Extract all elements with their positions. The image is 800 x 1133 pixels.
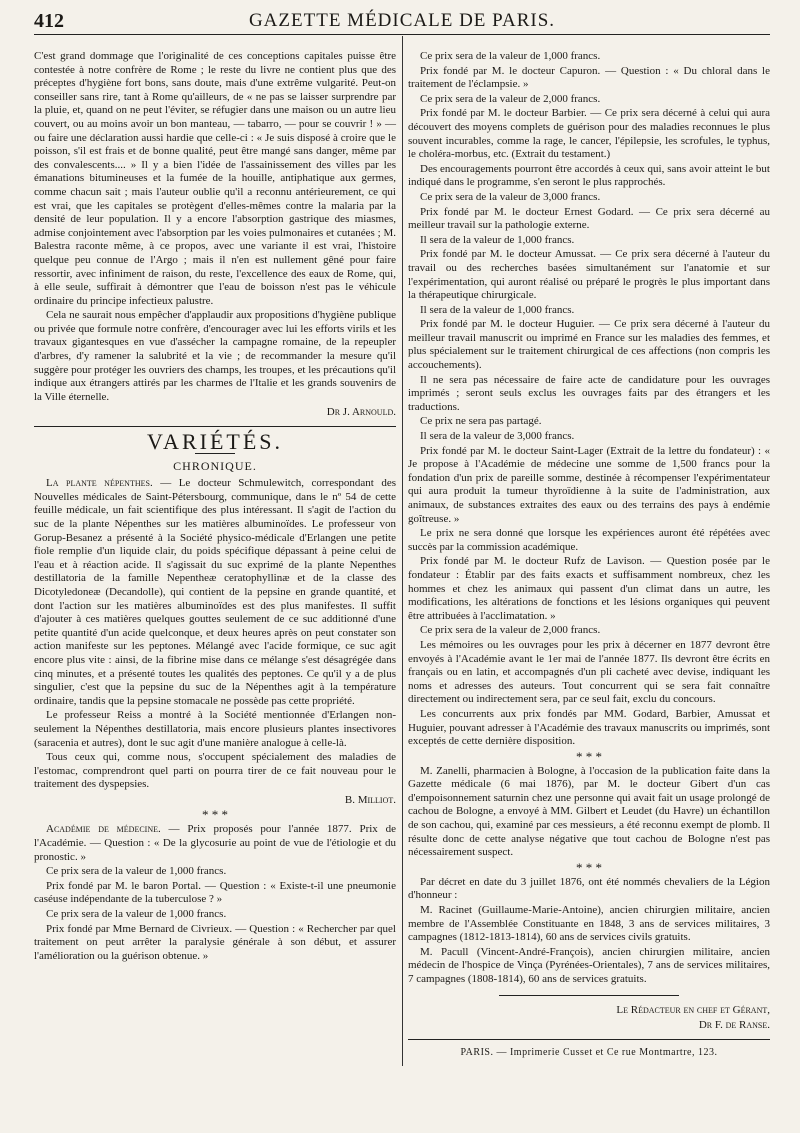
paragraph: Prix fondé par M. le docteur Barbier. — Ce prix sera décerné à celui qui aura découvert des moyens complets de guérison pour des maladies reconnues le plus souvent incurables, comme la rage, le cancer, l'épilepsie, les scrofules, le typhus, le choléra-morbus, etc. (Extrait du testament.) [408, 107, 770, 161]
paragraph: Prix fondé par Mme Bernard de Civrieux. — Question : « Rechercher par quel traitement on peut arrêter la paralysie générale à son début, et assurer l'amélioration ou la guérison obtenue. » [34, 922, 396, 962]
paragraph: Prix fondé par M. le docteur Rufz de Lavison. — Question posée par le fondateur : Établir par des faits exacts et suffisamment nombreux, chez les hommes et chez les animaux qui passent d'un climat dans un autre, les modifications, les altérations de fonctions et les lésions organiques qui peuvent être attribuées à l'acclimatation. » [408, 555, 770, 622]
paragraph: Prix fondé par M. le docteur Amussat. — Ce prix sera décerné à l'auteur du travail ou des recherches basées simultanément sur l'anatomie et sur l'expérimentation, qui auront réalisé ou préparé le progrès le plus important dans la thérapeutique chirurgicale. [408, 248, 770, 302]
paragraph: M. Pacull (Vincent-André-François), ancien chirurgien militaire, ancien médecin de l'hospice de Vinça (Pyrénées-Orientales), 7 ans de services militaires, 7 campagnes (1808-1814), 60 ans de services gratuits. [408, 945, 770, 985]
lead-in: La plante népenthes. [46, 477, 153, 490]
paragraph: Les concurrents aux prix fondés par MM. Godard, Barbier, Amussat et Huguier, pouvant adresser à l'Académie des travaux manuscrits ou imprimés, sont exceptés de cette dernière disposition. [408, 707, 770, 748]
column-divider [402, 36, 403, 1066]
right-column [408, 50, 770, 1059]
paragraph-nepenthes [34, 477, 396, 708]
paragraph: C'est grand dommage que l'originalité de ces conceptions capitales puisse être contestée à notre confrère de Rome ; le reste du livre ne contient plus que des préceptes d'hygiène fort bons, sans doute, mais d'une extrême vulgarité. Peut-on conseiller sans rire, tant à Rome qu'ailleurs, de « ne pas se laisser surprendre par la pluie, et, quand on ne peut l'éviter, se réfugier dans une maison ou un autre lieu couvert, ou au moins avoir un bon manteau, — tabarro, — pour se couvrir ! » — ou faire une déclaration aussi hardie que celle-ci : « Je suis disposé à croire que le poisson, s'il est frais et de bonne qualité, peut être mangé sans danger, même par des convalescents.... » Il y a bien l'idée de l'assainissement des villes par les émanations bitumineuses et la fumée de la houille, antiphatique aux germes, comme chacun sait ; mais l'auteur oublie qu'il a reconnu antérieurement, ce qui est vrai, que les capitales se protègent d'elles-mêmes contre la malaria par la densité de leur population. Il y a encore l'absorption gastrique des miasmes, admise conjointement avec l'absorption par les voies pulmonaires et cutanées ; M. Balestra raconte même, à ce propos, avec une variante il est vrai, l'histoire quelque peu connue de l'Argo ; mais il n'en est nullement gêné pour faire ressortir, avec infiniment de raison, du reste, l'excellence des eaux de Rome, qui, à elle seule, suffirait à démontrer que l'eau de boisson n'est pas le véhicule ordinaire du principe infectieux palustre. [34, 50, 396, 307]
paragraph: Ce prix sera de la valeur de 1,000 francs. [420, 50, 601, 62]
paragraph: Prix fondé par M. le docteur Ernest Godard. — Ce prix sera décerné au meilleur travail sur la pathologie externe. [408, 205, 770, 232]
editor-signature: Dr F. de Ranse. [698, 1019, 770, 1032]
signature-milliot: B. Milliot. [344, 793, 396, 806]
paragraph: Ce prix sera de la valeur de 2,000 francs. [420, 92, 601, 105]
page-number: 412 [34, 10, 64, 32]
paragraph: Ce prix sera de la valeur de 1,000 francs. [46, 865, 227, 878]
paragraph-text: — Le docteur Schmulewitch, correspondant des Nouvelles médicales de Saint-Pétersbourg, communique, dans le nº 54 de cette feuille médicale, un fait scientifique des plus intéressant. Il s'agit de l'action du suc de la plante Népenthes sur les matières albuminoïdes. Le professeur von Gorup-Besanez a présenté à la Société physico-médicale d'Erlangen une petite fiole remplie d'un liquide clair, du poids spécifique dépassant à peine celui de l'eau et à réaction acide. Il s'agissait du suc exprimé de la plante Nepenthes destillatoria de la famille Nepentheæ ceratophyllinæ et de la classe des Dicotyledoneæ (Decandolle), qui contient de la pepsine en grande quantité, et dont l'action sur les matières albuminoïdes est des plus manifestes. Il suffit d'ajouter à ces matières quelques gouttes seulement de ce suc additionné d'une petite quantité d'un acide quelconque, et deux heures après on peut constater son action manifeste sur les peptones. Mélangé avec l'acide formique, ce suc agit encore plus vite : ainsi, de la fibrine mise dans ce mélange s'est désagrégée dans cinq minutes, et a présenté toutes les qualités des peptones. Ce qu'il y a de plus singulier, c'est que la pepsine du suc de la Népenthes agit à la température ordinaire, tandis que la pepsine stomacale ne possède pas cette propriété. [34, 477, 396, 707]
asterism-separator: * * * [576, 748, 602, 764]
paragraph: Tous ceux qui, comme nous, s'occupent spécialement des maladies de l'estomac, comprendront quel parti on pourra tirer de ce fait nouveau pour le traitement des dyspepsies. [34, 751, 396, 791]
paragraph: Il sera de la valeur de 3,000 francs. [420, 430, 575, 443]
paragraph: Prix fondé par M. le docteur Saint-Lager (Extrait de la lettre du fondateur) : « Je propose à l'Académie de médecine une somme de 1,500 francs pour la fondation d'un prix de pareille somme, destinée à récompenser l'expérimentateur qui aura produit la tumeur thyroïdienne à la suite de l'administration, aux animaux, de substances extraites des eaux ou des terrains des pays à endémie goîtreuse. » [408, 444, 770, 525]
end-rule [499, 995, 679, 996]
left-column [34, 50, 396, 964]
paragraph: Le professeur Reiss a montré à la Société mentionnée d'Erlangen non-seulement la Népenthes destillatoria, mais encore plusieurs plantes insectivores (saracenia et autres), dont le suc agit d'une manière analogue à celle-là. [34, 709, 396, 749]
paragraph: Il ne sera pas nécessaire de faire acte de candidature pour les ouvrages imprimés ; seront seuls exclus les ouvrages faits par des étrangers et les traductions. [408, 373, 770, 413]
paragraph: Prix fondé par M. le docteur Huguier. — Ce prix sera décerné à l'auteur du meilleur travail manuscrit ou imprimé en France sur les maladies des femmes, et plus spécialement sur le traitement chirurgical de ces affections (non compris les accouchements). [408, 318, 770, 372]
lead-in: Académie de médecine. [46, 823, 161, 836]
paragraph: Les mémoires ou les ouvrages pour les prix à décerner en 1877 devront être envoyés à l'Académie avant le 1er mai de l'année 1877. Ils devront être écrits en français ou en latin, et accompagnés d'un pli cacheté avec devise, indiquant les noms et adresses des auteurs. Tout concurrent qui se sera fait connaître directement ou indirectement sera, par ce seul fait, exclu du concours. [408, 638, 770, 706]
printer-imprint: PARIS. — Imprimerie Cusset et Ce rue Montmartre, 123. [460, 1046, 718, 1058]
paragraph: Ce prix sera de la valeur de 1,000 francs. [46, 908, 227, 921]
asterism-separator: * * * [576, 859, 602, 875]
paragraph-academie [34, 823, 396, 864]
paragraph: M. Zanelli, pharmacien à Bologne, à l'occasion de la publication faite dans la Gazette médicale (6 mai 1876), par M. le docteur Gibert d'un cas d'empoisonnement saturnin chez une personne qui avait fait un usage prolongé de cachou de Bologne, a envoyé à MM. Gilbert et Leudet (du Havre) un échantillon de son cachou, qui, examiné par ces messieurs, a été reconnu exempt de plomb. Il résulte donc de cette analyse négative que tout cachou de Bologne n'est pas nécessairement suspect. [408, 764, 770, 859]
section-title-varietes: VARIÉTÉS. [147, 429, 283, 455]
paragraph: Il sera de la valeur de 1,000 francs. [420, 303, 575, 316]
subsection-title-chronique: CHRONIQUE. [173, 458, 257, 473]
paragraph: Par décret en date du 3 juillet 1876, ont été nommés chevaliers de la Légion d'honneur : [408, 875, 770, 902]
paragraph-text: — Prix proposés pour l'année 1877. Prix de l'Académie. — Question : « De la glycosurie au point de vue de l'étiologie et du pronostic. » [34, 823, 396, 863]
paragraph: M. Racinet (Guillaume-Marie-Antoine), ancien chirurgien militaire, ancien membre de l'Assemblée Constituante en 1848, 3 ans de services militaires, 3 campagnes (1812-1813-1814), 60 ans de services civils gratuits. [408, 904, 770, 944]
paragraph: Ce prix sera de la valeur de 2,000 francs. [420, 624, 601, 637]
paragraph: Prix fondé par M. le baron Portal. — Question : « Existe-t-il une pneumonie caséuse indépendante de la tuberculose ? » [34, 879, 396, 906]
asterism-separator: * * * [202, 807, 228, 823]
paragraph: Des encouragements pourront être accordés à ceux qui, sans avoir atteint le but indiqué dans le programme, s'en seront le plus rapprochés. [408, 162, 770, 189]
editor-line: Le Rédacteur en chef et Gérant, [616, 1003, 770, 1016]
page-header [34, 10, 770, 32]
paragraph: Ce prix ne sera pas partagé. [420, 415, 542, 428]
signature-arnould: Dr J. Arnould. [326, 406, 396, 419]
journal-title: GAZETTE MÉDICALE DE PARIS. [248, 10, 556, 31]
paragraph: Le prix ne sera donné que lorsque les expériences auront été répétées avec succès par la commission académique. [408, 527, 770, 553]
imprint-rule [408, 1039, 770, 1040]
header-rule [34, 34, 770, 35]
paragraph: Prix fondé par M. le docteur Capuron. — Question : « Du chloral dans le traitement de l'éclampsie. » [408, 64, 770, 91]
paragraph: Cela ne saurait nous empêcher d'applaudir aux propositions d'hygiène publique ou privée que formule notre confrère, d'encourager avec lui les efforts virils et les travaux gigantesques en vue d'assécher la campagne romaine, de la repeupler d'arbres, d'y ramener la salubrité et la vie ; de recommander la mesure qu'il suggère pour protéger les ouvriers des champs, les troupes, et les précautions qu'il indique aux étrangers attirés par les charmes de l'Italie et les grands souvenirs de la Ville éternelle. [34, 309, 396, 403]
section-rule [34, 426, 396, 427]
paragraph: Il sera de la valeur de 1,000 francs. [420, 233, 575, 246]
paragraph: Ce prix sera de la valeur de 3,000 francs. [420, 190, 601, 203]
